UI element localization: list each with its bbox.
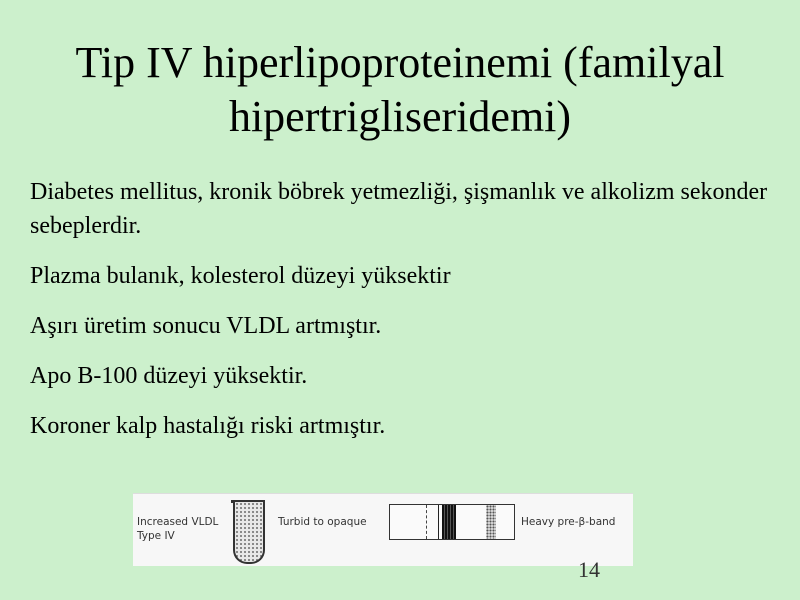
gel-beta-band-edge: [438, 505, 439, 539]
test-tube-icon: [233, 502, 265, 564]
figure-label-vldl: Increased VLDL: [137, 516, 219, 528]
band-description-label: Heavy pre-β-band: [521, 516, 616, 528]
electrophoresis-figure: [133, 493, 633, 566]
bullet-item: Koroner kalp hastalığı riski artmıştır.: [30, 413, 386, 439]
slide-title: Tip IV hiperlipoproteinemi (familyal hipertrigliseridemi): [75, 38, 725, 141]
bullet-item: Aşırı üretim sonucu VLDL artmıştır.: [30, 313, 382, 339]
electrophoresis-gel: [389, 504, 515, 540]
plasma-appearance-label: Turbid to opaque: [278, 516, 367, 528]
bullet-item: Diabetes mellitus, kronik böbrek yetmezliği, şişmanlık ve alkolizm sekonder sebeplerdir.: [30, 179, 768, 239]
figure-label-type: Type IV: [137, 530, 175, 542]
bullet-item: Apo B-100 düzeyi yüksektir.: [30, 363, 308, 389]
gel-alpha-band: [486, 505, 496, 539]
gel-heavy-prebeta-band: [442, 505, 456, 539]
bullet-item: Plazma bulanık, kolesterol düzeyi yüksektir: [30, 263, 451, 289]
page-number: 14: [578, 557, 600, 582]
bullet-list: [30, 175, 770, 459]
gel-origin-line: [426, 505, 427, 539]
